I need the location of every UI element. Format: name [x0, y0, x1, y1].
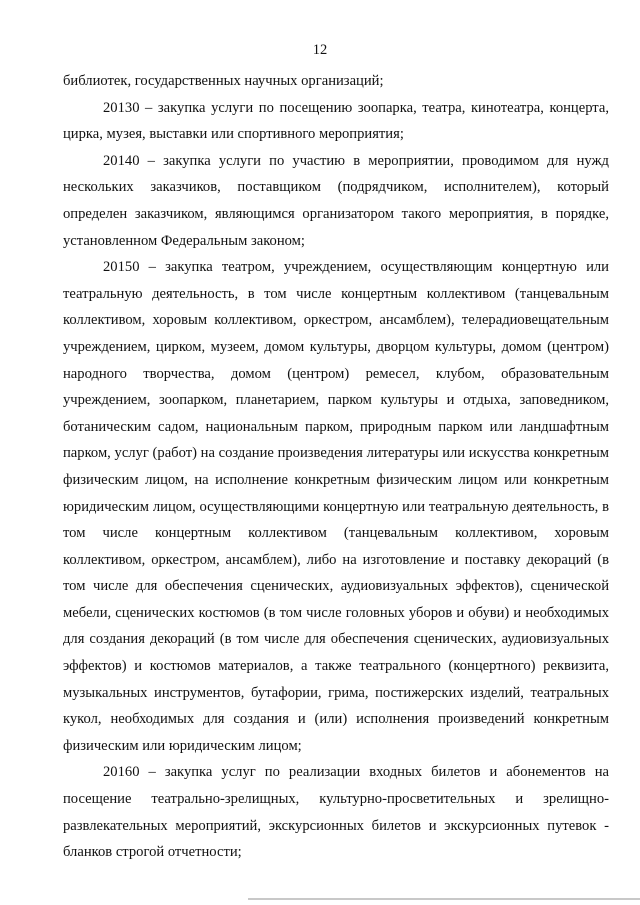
scan-edge-line — [248, 898, 640, 900]
paragraph-20140: 20140 – закупка услуги по участию в мероприятии, проводимом для нужд нескольких заказчиков, поставщиком (подрядчиком, исполнителем), который определен заказчиком, являющимся организатором такого мероприятия, в порядке, установленном Федеральным законом; — [63, 152, 609, 249]
paragraph-20160: 20160 – закупка услуг по реализации входных билетов и абонементов на посещение театрально-зрелищных, культурно-просветительных и зрелищно-развлекательных мероприятий, экскурсионных билетов и экскурсионных путевок - бланков строгой отчетности; — [63, 764, 609, 861]
paragraph-continuation: библиотек, государственных научных организаций; — [63, 73, 384, 89]
page-number: 12 — [312, 42, 328, 58]
paragraph-20150: 20150 – закупка театром, учреждением, осуществляющим концертную или театральную деятельность, в том числе концертным коллективом (танцевальным коллективом, хоровым коллективом, оркестром, ансамблем), телерадиовещательным учреждением, цирком, музеем, домом культуры, дворцом культуры, домом (центром) народного творчества, домом (центром) ремесел, клубом, образовательным учреждением, зоопарком, планетарием, парком культуры и отдыха, заповедником, ботаническим садом, национальным парком, природным парком или ландшафтным парком, услуг (работ) на создание произведения литературы или искусства конкретным физическим лицом, на исполнение конкретным физическим лицом или конкретным юридическим лицом, осуществляющими концертную или театральную деятельность, в том числе концертным коллективом (танцевальным коллективом, хоровым коллективом, оркестром, ансамблем), либо на изготовление и поставку декораций (в том числе для обеспечения сценических, аудиовизуальных эффектов), сценической мебели, сценических костюмов (в том числе головных уборов и обуви) и необходимых для создания декораций (в том числе для обеспечения сценических, аудиовизуальных эффектов) и костюмов материалов, а также театрального (концертного) реквизита, музыкальных инструментов, бутафории, грима, постижерских изделий, театральных кукол, необходимых для создания и (или) исполнения произведений конкретным физическим или юридическим лицом; — [63, 259, 609, 754]
document-body — [63, 68, 609, 866]
paragraph-20130: 20130 – закупка услуги по посещению зоопарка, театра, кинотеатра, концерта, цирка, музея, выставки или спортивного мероприятия; — [63, 99, 609, 143]
